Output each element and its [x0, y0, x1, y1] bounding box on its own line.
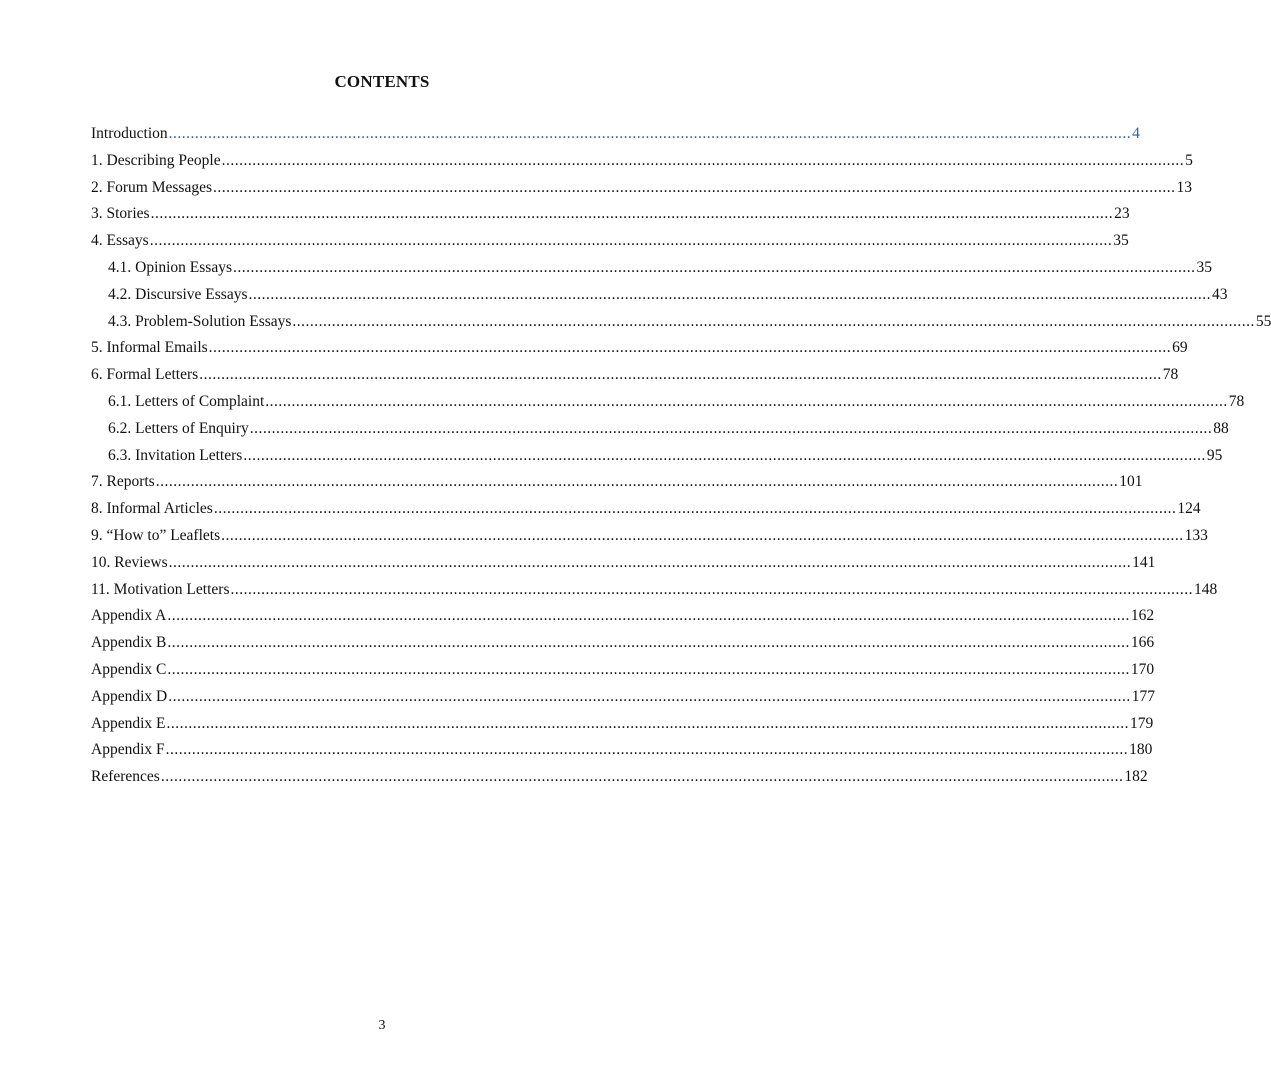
toc-leader-dots: ............................................................................................................................................................................................................................ [168, 125, 1132, 142]
toc-leader-dots: ............................................................................................................................................................................................................................ [165, 741, 1129, 759]
toc-leader-dots: ............................................................................................................................................................................................................................ [248, 285, 1211, 303]
toc-entry [91, 232, 1129, 259]
toc-leader-dots: ............................................................................................................................................................................................................................ [249, 419, 1213, 437]
toc-leader-dots: ............................................................................................................................................................................................................................ [167, 634, 1130, 652]
toc-leader-dots: ............................................................................................................................................................................................................................ [167, 660, 1130, 678]
toc-entry-page: 35 [1113, 232, 1129, 250]
toc-entry-label: 4. Essays [91, 232, 149, 250]
toc-entry-page: 177 [1131, 687, 1155, 705]
toc-entry-label: 6.3. Invitation Letters [108, 446, 243, 464]
toc-entry [91, 178, 1192, 206]
toc-leader-dots: ............................................................................................................................................................................................................................ [208, 339, 1172, 357]
toc-entry-page: 133 [1184, 526, 1208, 544]
toc-entry-page: 43 [1212, 285, 1228, 303]
toc-leader-dots: ............................................................................................................................................................................................................................ [149, 232, 1113, 250]
toc-entry-label: 1. Describing People [91, 151, 221, 169]
toc-entry-page: 4 [1132, 125, 1140, 142]
toc-entry-page: 162 [1130, 607, 1155, 625]
toc-entry-label: 6.2. Letters of Enquiry [108, 419, 249, 437]
toc-entry-label: 4.2. Discursive Essays [108, 285, 248, 303]
toc-leader-dots: ............................................................................................................................................................................................................................ [168, 553, 1132, 571]
toc-entry [91, 526, 1208, 554]
toc-leader-dots: ............................................................................................................................................................................................................................ [213, 500, 1177, 518]
toc-entry-label: 3. Stories [91, 205, 150, 223]
toc-entry-page: 13 [1176, 178, 1192, 196]
toc-leader-dots: ............................................................................................................................................................................................................................ [160, 768, 1124, 786]
toc-entry [91, 660, 1155, 688]
toc-leader-dots: ............................................................................................................................................................................................................................ [167, 607, 1130, 625]
toc-entry [91, 768, 1148, 795]
toc-leader-dots: ............................................................................................................................................................................................................................ [155, 473, 1119, 491]
toc-entry [91, 205, 1130, 232]
toc-entry-label: 9. “How to” Leaflets [91, 526, 221, 544]
toc-entry-page: 141 [1132, 553, 1156, 571]
table-of-contents [91, 125, 1271, 795]
toc-entry-label: Appendix F [91, 741, 165, 759]
toc-entry [91, 473, 1143, 500]
toc-leader-dots: ............................................................................................................................................................................................................................ [243, 446, 1206, 464]
toc-entry [91, 312, 1271, 340]
toc-entry-page: 88 [1213, 419, 1229, 437]
toc-leader-dots: ............................................................................................................................................................................................................................ [221, 526, 1184, 544]
toc-leader-dots: ............................................................................................................................................................................................................................ [212, 178, 1176, 196]
toc-entry [91, 339, 1188, 366]
toc-entry [91, 419, 1229, 447]
toc-entry-page: 148 [1193, 580, 1218, 598]
toc-entry-label: Appendix D [91, 687, 168, 705]
toc-entry [91, 714, 1154, 742]
toc-entry[interactable] [91, 125, 1140, 152]
toc-entry-page: 179 [1129, 714, 1154, 732]
toc-entry-label: 10. Reviews [91, 553, 168, 571]
toc-entry-label: 5. Informal Emails [91, 339, 208, 357]
toc-entry-label: Appendix A [91, 607, 167, 625]
toc-entry [91, 687, 1155, 715]
toc-entry-label: 6. Formal Letters [91, 366, 199, 384]
toc-entry [91, 446, 1223, 474]
toc-entry-page: 124 [1177, 500, 1201, 518]
toc-entry [91, 553, 1156, 581]
toc-entry-page: 35 [1196, 258, 1212, 276]
page-number: 3 [378, 1018, 386, 1033]
toc-entry-label: Appendix E [91, 714, 166, 732]
toc-entry-label: 7. Reports [91, 473, 155, 491]
toc-entry-label: 4.1. Opinion Essays [108, 258, 232, 276]
toc-entry [91, 500, 1201, 527]
toc-entry-page: 95 [1206, 446, 1223, 464]
toc-entry [91, 366, 1179, 393]
toc-entry-page: 180 [1129, 741, 1153, 759]
toc-entry-label: 2. Forum Messages [91, 178, 212, 196]
toc-entry-page: 78 [1228, 392, 1245, 410]
toc-entry [91, 151, 1193, 179]
toc-leader-dots: ............................................................................................................................................................................................................................ [199, 366, 1162, 384]
toc-leader-dots: ............................................................................................................................................................................................................................ [221, 151, 1185, 169]
toc-entry-page: 182 [1124, 768, 1148, 786]
toc-entry-label: References [91, 768, 160, 786]
toc-leader-dots: ............................................................................................................................................................................................................................ [265, 392, 1228, 410]
toc-entry [91, 634, 1155, 661]
toc-entry [91, 285, 1228, 313]
toc-entry-label: 6.1. Letters of Complaint [108, 392, 265, 410]
toc-entry [91, 258, 1212, 286]
toc-leader-dots: ............................................................................................................................................................................................................................ [150, 205, 1114, 223]
toc-entry-page: 69 [1172, 339, 1188, 357]
toc-entry-label: Appendix B [91, 634, 167, 652]
toc-leader-dots: ............................................................................................................................................................................................................................ [230, 580, 1193, 598]
toc-entry-label: 8. Informal Articles [91, 500, 213, 518]
toc-entry-page: 5 [1185, 151, 1193, 169]
toc-entry [91, 392, 1245, 420]
toc-entry [91, 741, 1153, 768]
toc-entry-label: Appendix C [91, 660, 167, 678]
toc-leader-dots: ............................................................................................................................................................................................................................ [233, 258, 1196, 276]
toc-entry-page: 23 [1114, 205, 1130, 223]
toc-entry-page: 166 [1130, 634, 1155, 652]
toc-leader-dots: ............................................................................................................................................................................................................................ [166, 714, 1129, 732]
toc-entry-page: 170 [1130, 660, 1155, 678]
toc-entry-label: 4.3. Problem-Solution Essays [108, 312, 292, 330]
toc-entry-page: 101 [1119, 473, 1143, 491]
toc-leader-dots: ............................................................................................................................................................................................................................ [168, 687, 1131, 705]
toc-leader-dots: ............................................................................................................................................................................................................................ [292, 312, 1255, 330]
toc-entry-label: Introduction [91, 125, 168, 142]
toc-entry-page: 78 [1162, 366, 1179, 384]
toc-entry-label: 11. Motivation Letters [91, 580, 230, 598]
toc-entry [91, 607, 1155, 634]
page-title: CONTENTS [334, 72, 430, 91]
toc-entry [91, 580, 1218, 608]
toc-entry-page: 55 [1255, 312, 1271, 330]
